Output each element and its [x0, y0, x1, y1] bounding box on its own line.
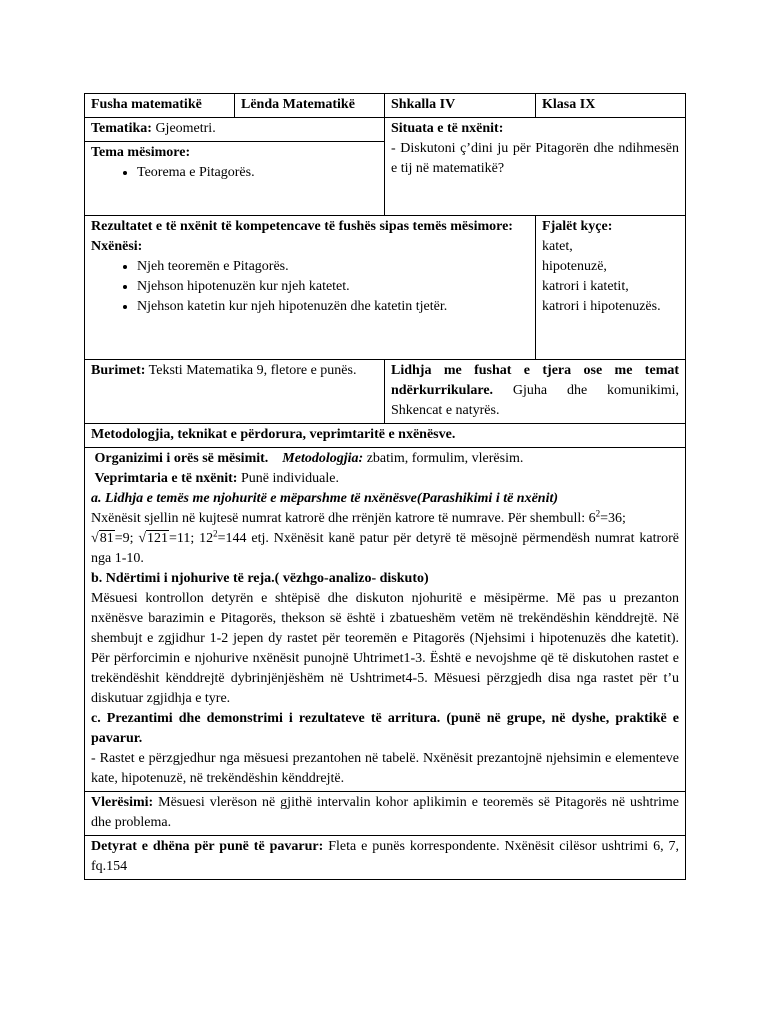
veprimtaria-text: Punë individuale. — [237, 471, 339, 486]
radicand: 81 — [99, 531, 114, 546]
rezultatet-sub: Nxënësi: — [91, 239, 143, 254]
section-a-text — [91, 509, 679, 569]
fjalet-item: hipotenuzë, — [542, 259, 607, 274]
burimet-row — [85, 360, 686, 424]
section-c-title: c. Prezantimi dhe demonstrimi i rezultateve të arritura. (punë në grupe, në dyshe, praktikë e pavarur. — [91, 711, 680, 746]
section-a-text-part: =144 etj. Nxënësit kanë patur për detyrë të mësojnë përmendësh numrat katrorë nga 1-10. — [91, 531, 680, 566]
tema-item: • Teorema e Pitagorës. — [137, 163, 378, 183]
rezultatet-item: • Njehson hipotenuzën kur njeh katetet. — [137, 277, 529, 297]
situata-text: - Diskutoni ç’dini ju për Pitagorën dhe ndihmesën e tij në matematikë? — [391, 141, 680, 176]
situata-cell — [385, 118, 686, 216]
vleresimi-text: Mësuesi vlerëson në gjithë intervalin kohor aplikimin e teoremës së Pitagorës në ushtrime dhe problema. — [91, 795, 680, 830]
vleresimi-cell — [85, 792, 686, 836]
header-row — [85, 94, 686, 118]
detyrat-row — [85, 836, 686, 880]
tema-list — [91, 163, 378, 183]
veprimtaria-label: Veprimtaria e të nxënit: — [94, 471, 238, 486]
rezultatet-label: Rezultatet e të nxënit të kompetencave të fushës sipas temës mësimore: — [91, 219, 513, 234]
tema-cell — [85, 142, 385, 216]
lidhja-fushat-cell — [385, 360, 686, 424]
section-b-text: Mësuesi kontrollon detyrën e shtëpisë dhe diskuton njohuritë e mësipërme. Më pas u prezanton nxënësve barazimin e Pitagorës, thekson së është i zbatueshëm vetëm në trekëndëshin kënddrejtë. Në shembujt e zgjidhur 1-2 jepen dy rastet për teoremën e Pitagorës (Njehsimi i hipotenuzës dhe katetit). Për përforcimin e njohurive nxënësit punojnë Uhtrimet1-3. Është e nevojshme që të diskutohen rastet e trekëndëshit kënddrejtë dybrinjënjëshëm në Ushtrimet4-5. Mësuesi përzgjedh disa nga rastet për t’u diskutuar zgjidhja e tyre. — [91, 591, 680, 706]
metodologjia-cell — [85, 448, 686, 792]
lenda-cell: Lënda Matematikë — [235, 94, 385, 118]
tematika-label: Tematika: — [91, 121, 152, 136]
tema-label: Tema mësimore: — [91, 145, 191, 160]
burimet-text: Teksti Matematika 9, fletore e punës. — [145, 363, 357, 378]
veprimtaria-line — [91, 469, 679, 489]
section-b-title: b. Ndërtimi i njohurive të reja.( vëzhgo-analizo- diskuto) — [91, 571, 429, 586]
metodologjia-label: Metodologjia: — [282, 451, 364, 466]
section-a-text-part: =11; 12 — [169, 531, 214, 546]
section-c-text: - Rastet e përzgjedhur nga mësuesi prezantohen në tabelë. Nxënësit prezantojnë njehsimin e elementeve kate, hipotenuzë, në trekëndëshin kënddrejtë. — [91, 751, 680, 786]
lidhja-fushat-label: Lidhja me fushat e tjera ose me temat ndërkurrikulare. — [391, 363, 680, 398]
section-a-title: a. Lidhja e temës me njohuritë e mëparshme të nxënësve(Parashikimi i të nxënit) — [91, 491, 559, 506]
sqrt-symbol: √121 — [138, 531, 169, 546]
section-a-text-part: =36; — [600, 511, 626, 526]
lidhja-fushat-text: Gjuha dhe komunikimi, Shkencat e natyrës. — [391, 383, 680, 418]
detyrat-text: Fleta e punës korrespondente. Nxënësit cilësor ushtrimi 6, 7, fq.154 — [91, 839, 679, 874]
radicand: 121 — [147, 531, 169, 546]
superscript: 2 — [213, 528, 218, 539]
section-a-text-part: Nxënësit sjellin në kujtesë numrat katrorë dhe rrënjën katrore të numrave. Për shembull: 6 — [91, 511, 596, 526]
organizimi-label: Organizimi i orës së mësimit. — [94, 451, 269, 466]
section-a-text-part: =9; — [114, 531, 134, 546]
burimet-label: Burimet: — [91, 363, 146, 378]
lesson-plan-table — [84, 93, 686, 880]
rezultatet-row — [85, 216, 686, 360]
fjalet-item: katrori i hipotenuzës. — [542, 299, 661, 314]
superscript: 2 — [595, 508, 601, 519]
metodologjia-row — [85, 448, 686, 792]
burimet-cell — [85, 360, 385, 424]
metodologjia-header: Metodologjia, teknikat e përdorura, veprimtaritë e nxënësve. — [85, 424, 686, 448]
shkalla-cell: Shkalla IV — [385, 94, 536, 118]
rezultatet-item: • Njehson katetin kur njeh hipotenuzën dhe katetin tjetër. — [137, 297, 529, 317]
fjalet-label: Fjalët kyçe: — [542, 219, 613, 234]
lesson-plan — [84, 93, 685, 880]
vleresimi-label: Vlerësimi: — [91, 795, 154, 810]
fjalet-item: katet, — [542, 239, 573, 254]
metodologjia-header-row — [85, 424, 686, 448]
fjalet-item: katrori i katetit, — [542, 279, 629, 294]
metodologjia-text: zbatim, formulim, vlerësim. — [363, 451, 524, 466]
rezultatet-item: • Njeh teoremën e Pitagorës. — [137, 257, 529, 277]
rezultatet-list — [91, 257, 529, 317]
rezultatet-cell — [85, 216, 536, 360]
detyrat-label: Detyrat e dhëna për punë të pavarur: — [91, 839, 324, 854]
tematika-value: Gjeometri. — [151, 121, 216, 136]
tematika-cell — [85, 118, 385, 142]
fusha-cell: Fusha matematikë — [85, 94, 235, 118]
detyrat-cell — [85, 836, 686, 880]
sqrt-symbol: √81 — [91, 531, 114, 546]
organizimi-line — [91, 449, 679, 469]
vleresimi-row — [85, 792, 686, 836]
klasa-cell: Klasa IX — [536, 94, 686, 118]
fjalet-cell — [536, 216, 686, 360]
tematika-row — [85, 118, 686, 142]
situata-label: Situata e të nxënit: — [391, 121, 504, 136]
